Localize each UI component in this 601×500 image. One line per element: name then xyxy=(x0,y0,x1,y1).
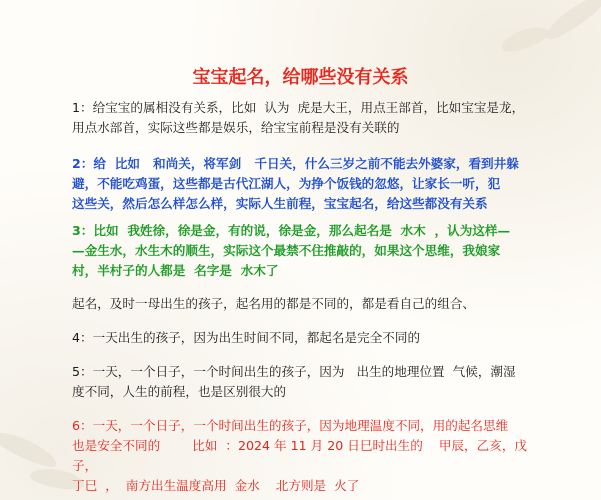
paragraph-4: 起名，及时一母出生的孩子，起名用的都是不同的，都是看自己的组合、 xyxy=(72,296,475,311)
decorative-leaf xyxy=(0,426,61,472)
paragraph-2: 2：给 比如 和尚关，将军剑 千日关，什么三岁之前不能去外婆家，看到井躲 避，不能吃鸡蛋，这些都是古代江湖人，为挣个饭钱的忽悠，让家长一听，犯 这些关，然后怎么样怎么样，实际人生前程，宝宝起名，给这些都没有关系 xyxy=(72,156,519,211)
page-title: 宝宝起名，给哪些没有关系 xyxy=(192,67,409,88)
decorative-leaf xyxy=(541,0,601,44)
paragraph-7: 6：一天，一个日子，一个时间出生的孩子，因为地理温度不同，用的起名思维 也是安全不同的 比如 ：2024 年 11 月 20 日巳时出生的 甲辰，乙亥，戊子， 丁巳 ， 南方出生温度高用 金水 北方则是 火了 xyxy=(72,418,528,493)
paragraph-6: 5：一天，一个日子，一个时间出生的孩子，因为 出生的地理位置 气候，潮湿 度不同，人生的前程，也是区别很大的 xyxy=(72,364,516,399)
paragraph-5: 4：一天出生的孩子，因为出生时间不同，都起名是完全不同的 xyxy=(72,330,421,345)
paragraph-1: 1：给宝宝的属相没有关系，比如 认为 虎是大王，用点王部首，比如宝宝是龙， 用点水部首，实际这些都是娱乐，给宝宝前程是没有关联的 xyxy=(72,100,525,135)
decorative-leaf xyxy=(498,22,551,56)
paragraph-3: 3：比如 我姓徐，徐是金，有的说，徐是金，那么起名是 水木 ，认为这样— —金生水，水生木的顺生，实际这个最禁不住推敲的，如果这个思维，我娘家 村，半村子的人都是 名字是 水木了 xyxy=(72,223,511,278)
